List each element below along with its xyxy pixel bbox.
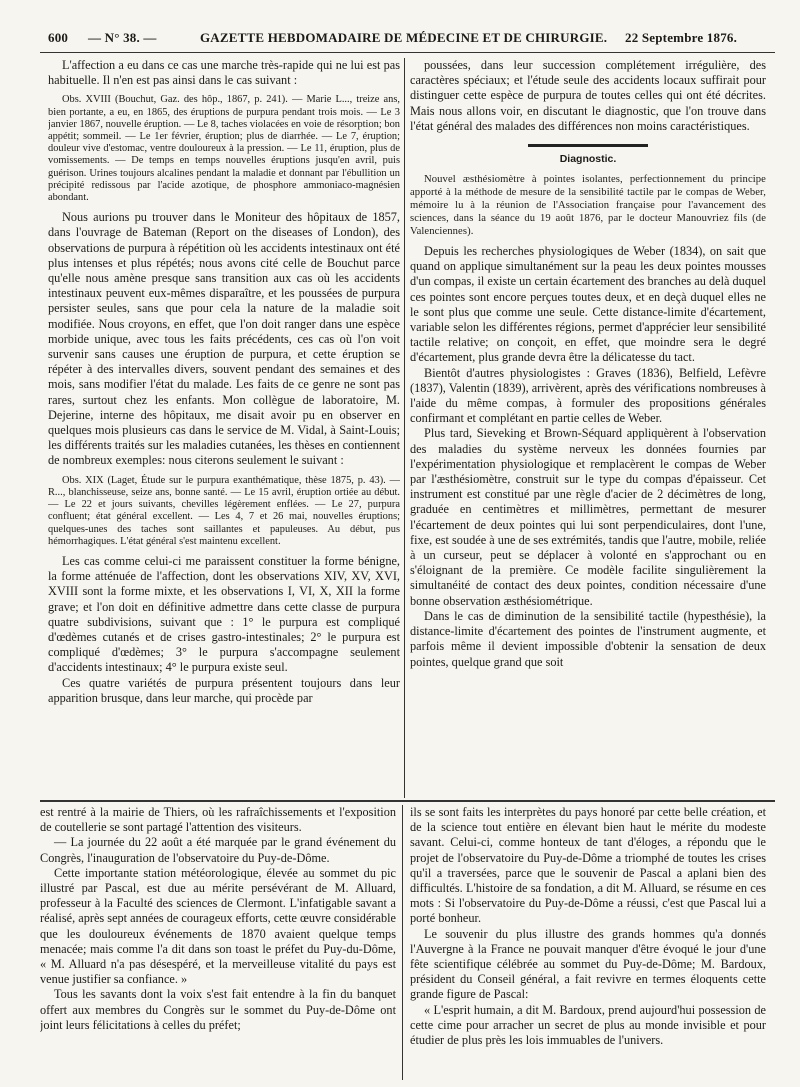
paragraph: poussées, dans leur succession complétement irrégulière, des caractères spéciaux; et l'étude seule des accidents locaux suffirait pour distinguer cette espèce de purpura de toutes celles qui ont été décrites. Mais nous allons voir, en discutant le diagnostic, que l'on trouve dans l'état général des malades des différences non moins caractéristiques. — [410, 58, 766, 133]
running-header — [40, 30, 775, 50]
issue-number: — N° 38. — — [88, 30, 157, 45]
paragraph: ils se sont faits les interprètes du pays honoré par cette belle création, et de la science tout entière en élevant bien haut le mérite du modeste savant. Celui-ci, comme honteux de tant d'éloges, a répondu que le projet de l'observatoire du Puy-de-Dôme a triomphé de toutes les crises qu'il a traversées, parce que le souvenir de Pascal a aplani bien des difficultés. L'histoire de sa fondation, a dit M. Alluard, se résume en ces mots : Si l'observatoire du Puy-de-Dôme a réussi, c'est que Pascal lui a porté bonheur. — [410, 805, 766, 926]
paragraph: Plus tard, Sieveking et Brown-Séquard appliquèrent à l'observation des maladies du système nerveux les données fournies par l'expérimentation physiologique et remplacèrent le compas de Weber par l'æsthésiomètre, construit sur le type du compas d'épaisseur. Cet instrument est constitué par une règle d'acier de 2 décimètres de long, graduée en centimètres et millimètres, permettant de mesurer l'écartement de deux pointes qui lui sont perpendiculaires, dont l'une, fixe, est soudée à une de ses extrémités, tandis que l'autre, mobile, reliée à un curseur, peut se déplacer à volonté en s'approchant ou en s'éloignant de la première. Ce modèle facilite singulièrement la simultanéité de contact des deux pointes, condition nécessaire d'une bonne observation æsthésiométrique. — [410, 426, 766, 608]
left-column — [48, 58, 400, 798]
paragraph: Le souvenir du plus illustre des grands hommes qu'a donnés l'Auvergne à la France ne pouvait manquer d'être évoqué le jour d'une fête scientifique célébrée au sommet du Puy-de-Dôme; M. Bardoux, président du Conseil général, a fait revivre en termes éloquents cette grande figure de Pascal: — [410, 926, 766, 1002]
section-rule — [528, 144, 648, 147]
paragraph: L'affection a eu dans ce cas une marche très-rapide qui ne lui est pas habituelle. Il n'en est pas ainsi dans le cas suivant : — [48, 58, 400, 88]
column-divider — [404, 58, 405, 798]
section-separator — [40, 800, 775, 802]
paragraph: Nous aurions pu trouver dans le Moniteur des hôpitaux de 1857, dans l'ouvrage de Bateman (Report on the diseases of London), des observations de purpura à répétition où les accidents intestinaux ont été plus intenses et plus répétés; nous avons cité celle de Bouchut parce qu'elle nous amène presque sans transition aux cas où les accidents intestinaux peuvent eux-mêmes disparaître, et les poussées de purpura persister seules, sans que pour cela la nature de la maladie soit modifiée. Nous croyons, en effet, que l'on doit ranger dans une espèce morbide unique, avec tous les faits précédents, ces cas où l'on voit survenir sans causes une éruption de purpura, et cette éruption se répéter à des intervalles divers, souvent pendant des semaines et des mois, sans modifier l'état du malade. Les faits de ce genre ne sont pas rares, surtout chez les enfants. Mon collègue de laboratoire, M. Dejerine, interne des hôpitaux, me disait avoir pu en observer en quelques mois plusieurs cas dans le service de M. Vidal, à Saint-Louis; les différents traités sur les maladies cutanées, les thèses en contiennent de nombreux exemples: nous citerons seulement le suivant : — [48, 210, 400, 468]
journal-title: GAZETTE HEBDOMADAIRE DE MÉDECINE ET DE CHIRURGIE. — [200, 30, 608, 45]
paragraph: Depuis les recherches physiologiques de Weber (1834), on sait que quand on applique simultanément sur la peau les deux pointes mousses d'un compas, il existe un certain écartement des branches au delà duquel ces pointes sont encore perçues toutes deux, et en deçà duquel elles ne le sont plus que comme une seule. Cette distance-limite d'écartement, variable selon les différentes régions, permet d'apprécier leur sensibilité tactile relative; on conçoit, en effet, que moindre sera le degré d'écartement, plus grande devra être la délicatesse du tact. — [410, 244, 766, 365]
paragraph: Cette importante station météorologique, élevée au sommet du pic illustré par Pascal, est due au mérite persévérant de M. Alluard, professeur à la Faculté des sciences de Clermont. L'infatigable savant a réalisé, après sept années de courageux efforts, cette œuvre considérable que les douloureux événements de 1870 avaient quelque temps menacée; mais comme l'a dit dans son toast le préfet du Puy-du-Dôme, « M. Alluard n'a pas désespéré, et la merveilleuse vitalité du pays est venue justifier sa confiance. » — [40, 865, 396, 987]
observation-note: Obs. XIX (Laget, Étude sur le purpura exanthématique, thèse 1875, p. 43). — R..., blanchisseuse, seize ans, bonne santé. — Le 15 avril, éruption ortiée au début. — Le 22 et jours suivants, chevilles légèrement enflées. — Le 27, purpura confluent; état général excellent. — Les 4, 7 et 26 mai, nouvelles éruptions; quelques-unes des taches sont saillantes et papuleuses. Au début, pus hémorrhagiques. L'état général s'est maintenu excellent. — [48, 474, 400, 547]
paragraph: est rentré à la mairie de Thiers, où les rafraîchissements et l'exposition de coutellerie se sont partagé l'attention des visiteurs. — [40, 805, 396, 835]
paragraph: Tous les savants dont la voix s'est fait entendre à la fin du banquet offert aux membres du Congrès sur le sommet du Puy-de-Dôme ont joint leurs félicitations à celles du préfet; — [40, 987, 396, 1032]
article-lead: Nouvel æsthésiomètre à pointes isolantes, perfectionnement du principe apporté à la méthode de mesure de la sensibilité tactile par le compas de Weber, mémoire lu à la réunion de l'Association française pour l'avancement des sciences, dans la séance du 19 août 1876, par le docteur Manouvriez fils (de Valenciennes). — [410, 174, 766, 238]
bottom-left-column — [40, 805, 396, 1080]
header-rule — [40, 52, 775, 53]
page-number: 600 — [48, 30, 69, 45]
observation-note: Obs. XVIII (Bouchut, Gaz. des hôp., 1867, p. 241). — Marie L..., treize ans, bien portante, a eu, en 1865, des éruptions de purpura pendant trois mois. — Le 3 janvier 1867, nouvelle éruption. — Le 8, taches violacées en voie de résorption; bon appétit; sommeil. — Le 1er février, éruption; plus de diarrhée. — Le 7, éruption; douleur vive d'estomac, ventre douloureux à la pression. — Le 11, éruption, plus de vomissements. — De temps en temps nouvelles éruptions jusqu'en avril, puis guérison. Urines toujours alcalines pendant la maladie et donnant par l'ébullition un précipité redissous par l'acide azotique, de phosphore ammoniaco-magnésien abondant. — [48, 94, 400, 204]
paragraph: Bientôt d'autres physiologistes : Graves (1836), Belfield, Lefèvre (1837), Valentin (1839), arrivèrent, après des vérifications nombreuses à l'aide du même compas, à formuler des propositions générales confirmant et complétant en partie celles de Weber. — [410, 365, 766, 426]
paragraph: « L'esprit humain, a dit M. Bardoux, prend aujourd'hui possession de cette cime pour arracher un secret de plus au monde invisible et pour étudier de plus près les lois immuables de l'univers. — [410, 1002, 766, 1048]
paragraph: Ces quatre variétés de purpura présentent toujours dans leur apparition brusque, dans leur marche, qui procède par — [48, 675, 400, 705]
paragraph: Dans le cas de diminution de la sensibilité tactile (hypesthésie), la distance-limite d'écartement des pointes de l'instrument augmente, et parfois même il devient impossible d'obtenir la sensation de deux pointes, quelque grand que soit — [410, 608, 766, 669]
section-heading: Diagnostic. — [559, 153, 617, 166]
issue-date: 22 Septembre 1876. — [625, 30, 738, 45]
paragraph: Les cas comme celui-ci me paraissent constituer la forme bénigne, la forme atténuée de l'affection, dont les observations XIV, XV, XVI, XVIII sont la forme mixte, et les observations I, VI, X, XII la forme grave; et l'on doit en définitive admettre dans cette classe de purpura quatre subdivisions, suivant que : 1° le purpura est compliqué d'œdèmes cutanés et de crises gastro-intestinales; 2° le purpura est compliqué d'œdèmes; 3° le purpura s'accompagne seulement d'accidents intestinaux; 4° le purpura existe seul. — [48, 553, 400, 675]
column-divider — [402, 805, 403, 1080]
paragraph: — La journée du 22 août a été marquée par le grand événement du Congrès, l'inauguration de l'observatoire du Puy-de-Dôme. — [40, 835, 396, 865]
bottom-right-column — [410, 805, 766, 1080]
right-column — [410, 58, 766, 798]
